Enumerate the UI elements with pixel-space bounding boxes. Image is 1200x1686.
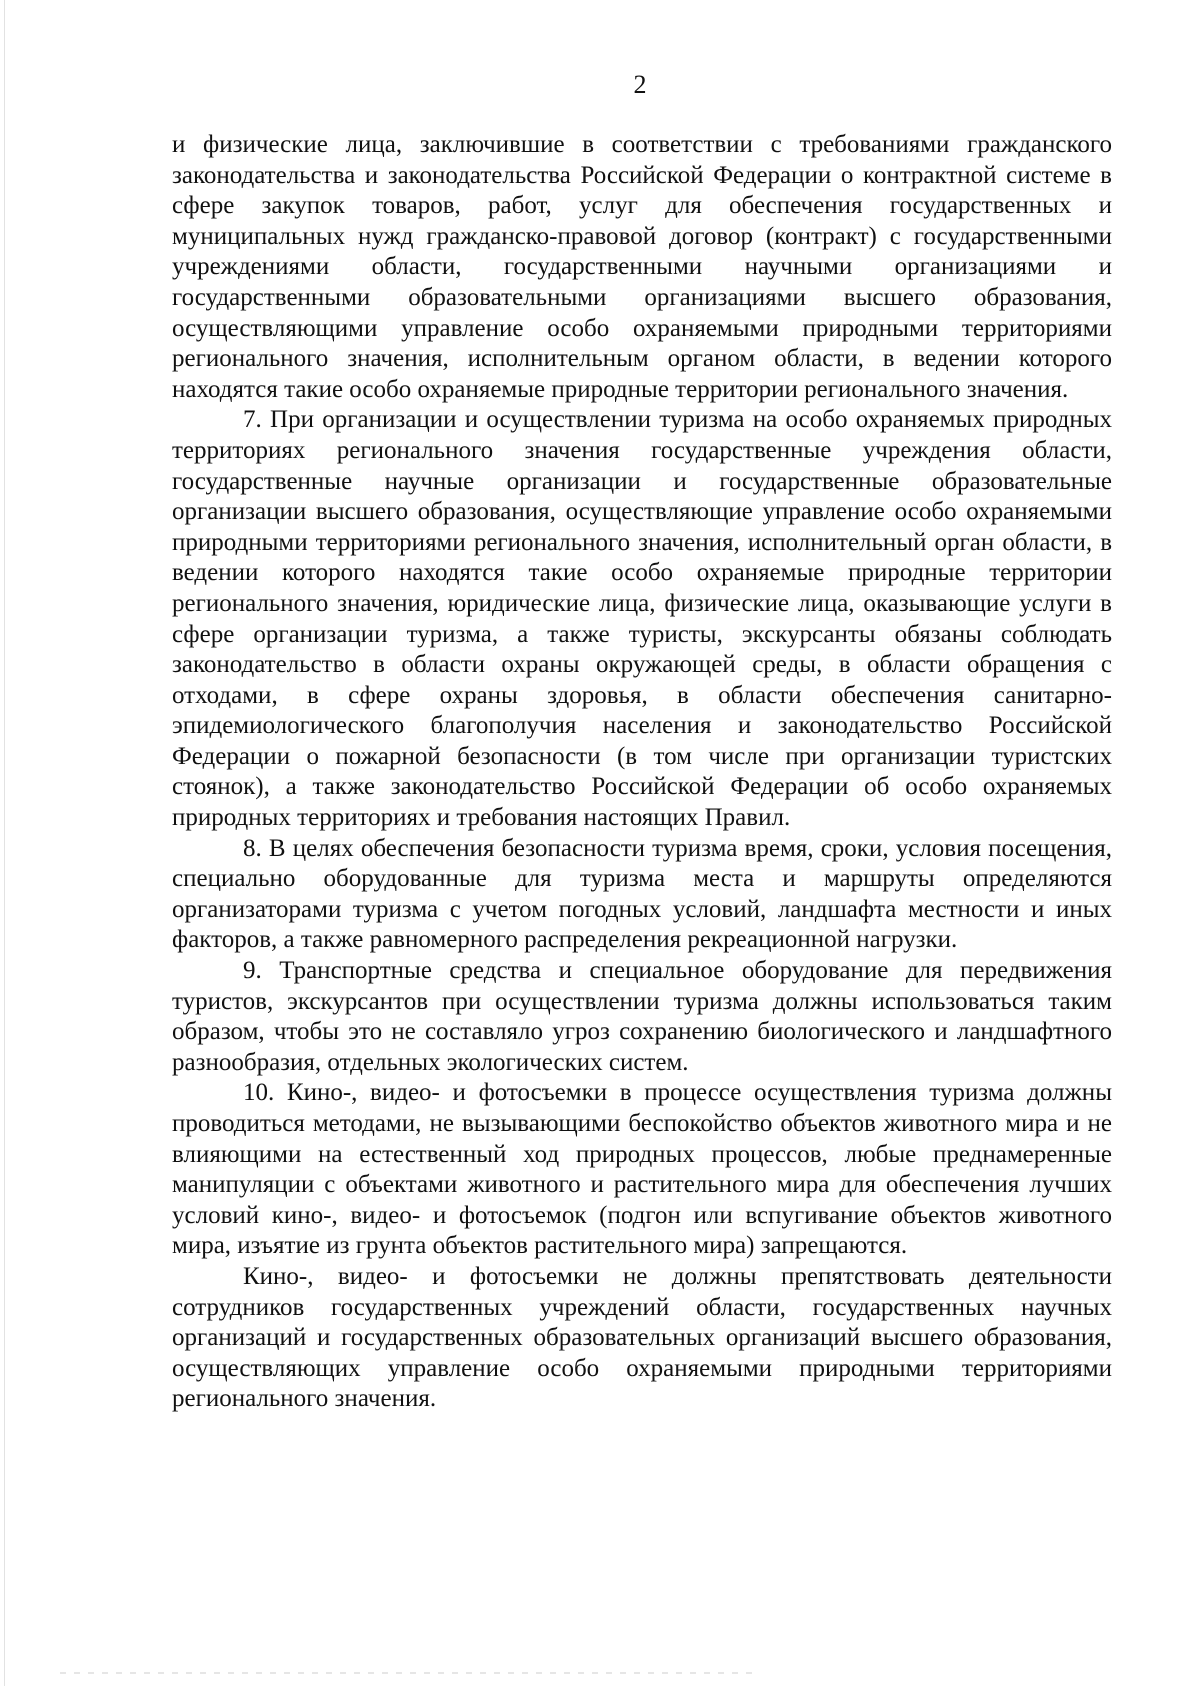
document-body <box>172 130 1112 1415</box>
page-number: 2 <box>633 70 647 99</box>
paragraph-item-8: 8. В целях обеспечения безопасности туризма время, сроки, условия посещения, специально оборудованные для туризма места и маршруты определяются организаторами туризма с учетом погодных условий, ландшафта местности и иных факторов, а также равномерного распределения рекреационной нагрузки. <box>172 834 1112 954</box>
paragraph-item-7: 7. При организации и осуществлении туризма на особо охраняемых природных территориях регионального значения государственные учреждения области, государственные научные организации и государственные образовательные организации высшего образования, осуществляющие управление особо охраняемыми природными территориями регионального значения, исполнительный орган области, в ведении которого находятся такие особо охраняемые природные территории регионального значения, юридические лица, физические лица, оказывающие услуги в сфере организации туризма, а также туристы, экскурсанты обязаны соблюдать законодательство в области охраны окружающей среды, в области обращения с отходами, в сфере охраны здоровья, в области обеспечения санитарно-эпидемиологического благополучия населения и законодательство Российской Федерации о пожарной безопасности (в том числе при организации туристских стоянок), а также законодательство Российской Федерации об особо охраняемых природных территориях и требования настоящих Правил. <box>172 406 1112 832</box>
paragraph-item-10-continued: Кино-, видео- и фотосъемки не должны препятствовать деятельности сотрудников государственных учреждений области, государственных научных организаций и государственных образовательных организаций высшего образования, осуществляющих управление особо охраняемыми природными территориями регионального значения. <box>172 1262 1112 1413</box>
scan-edge-line <box>4 0 5 1686</box>
paragraph-item-9: 9. Транспортные средства и специальное оборудование для передвижения туристов, экскурсантов при осуществлении туризма должны использоваться таким образом, чтобы это не составляло угроз сохранению биологического и ландшафтного разнообразия, отдельных экологических систем. <box>172 957 1112 1076</box>
scan-footer-noise <box>60 1672 760 1674</box>
paragraph-item-10: 10. Кино-, видео- и фотосъемки в процессе осуществления туризма должны проводиться методами, не вызывающими беспокойство объектов животного мира и не влияющими на естественный ход природных процессов, любые преднамеренные манипуляции с объектами животного и растительного мира для обеспечения лучших условий кино-, видео- и фотосъемок (подгон или вспугивание объектов животного мира, изъятие из грунта объектов растительного мира) запрещаются. <box>172 1079 1112 1260</box>
paragraph-continuation: и физические лица, заключившие в соответствии с требованиями гражданского законодательства и законодательства Российской Федерации о контрактной системе в сфере закупок товаров, работ, услуг для обеспечения государственных и муниципальных нужд гражданско-правовой договор (контракт) с государственными учреждениями области, государственными научными организациями и государственными образовательными организациями высшего образования, осуществляющими управление особо охраняемыми природными территориями регионального значения, исполнительным органом области, в ведении которого находятся такие особо охраняемые природные территории регионального значения. <box>172 131 1112 403</box>
